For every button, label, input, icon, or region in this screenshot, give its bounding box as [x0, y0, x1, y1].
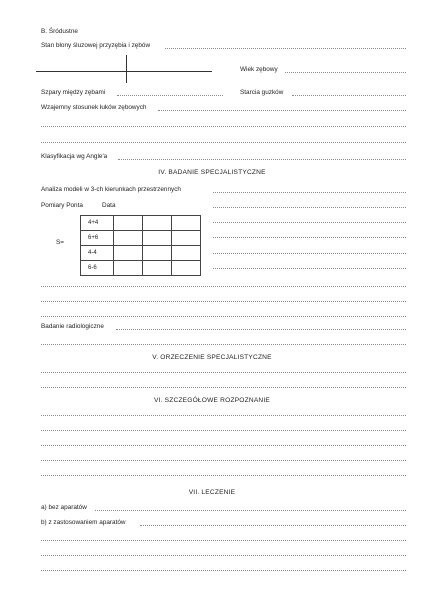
- ponta-row-label: 6-6: [81, 261, 114, 276]
- field-szpary-line[interactable]: [117, 95, 223, 96]
- ponta-row-label: 4+4: [81, 216, 114, 231]
- field-rozpoznanie-line-4[interactable]: [41, 460, 406, 461]
- field-wiek-zebowy-line[interactable]: [285, 72, 406, 73]
- ponta-row: [81, 216, 201, 231]
- field-analiza-line[interactable]: [213, 192, 406, 193]
- field-radiologiczne-line-2[interactable]: [41, 344, 406, 345]
- field-leczenie-line-2[interactable]: [41, 555, 406, 556]
- ponta-cell[interactable]: [172, 231, 201, 246]
- field-orzeczenie-line-2[interactable]: [41, 387, 406, 388]
- label-wiek-zebowy: Wiek zębowy: [240, 66, 278, 73]
- field-radiologiczne-line[interactable]: [116, 329, 406, 330]
- label-stan-blony: Stan błony śluzowej przyzębia i zębów: [41, 42, 151, 49]
- field-bez-aparatow-line[interactable]: [95, 510, 406, 511]
- ponta-row: [81, 261, 201, 276]
- ponta-row: [81, 246, 201, 261]
- ponta-cell[interactable]: [172, 246, 201, 261]
- ponta-cell[interactable]: [143, 261, 172, 276]
- ponta-cell[interactable]: [143, 246, 172, 261]
- section-5-title: V. ORZECZENIE SPECJALISTYCZNE: [152, 354, 272, 361]
- ponta-table: [80, 215, 201, 276]
- field-analiza-line-6[interactable]: [213, 268, 406, 269]
- field-leczenie-line-3[interactable]: [41, 570, 406, 571]
- ponta-cell[interactable]: [114, 216, 143, 231]
- label-pomiary-ponta: Pomiary Ponta: [41, 202, 83, 209]
- dental-cross-horizontal: [36, 71, 212, 72]
- ponta-cell[interactable]: [172, 261, 201, 276]
- field-rozpoznanie-line-2[interactable]: [41, 430, 406, 431]
- field-wzajemny-line-3[interactable]: [41, 142, 406, 143]
- ponta-row-label: 4-4: [81, 246, 114, 261]
- field-rozpoznanie-line-1[interactable]: [41, 415, 406, 416]
- field-orzeczenie-line-1[interactable]: [41, 372, 406, 373]
- field-starcia-line[interactable]: [292, 95, 406, 96]
- field-analiza-line-5[interactable]: [213, 253, 406, 254]
- label-szpary: Szpary między zębami: [41, 89, 106, 96]
- ponta-cell[interactable]: [172, 216, 201, 231]
- label-wzajemny: Wzajemny stosunek łuków zębowych: [41, 104, 147, 111]
- section-4-title: IV. BADANIE SPECJALISTYCZNE: [158, 169, 266, 176]
- field-analiza-line-2[interactable]: [213, 207, 406, 208]
- field-wzajemny-line[interactable]: [158, 110, 406, 111]
- section-6-title: VI. SZCZEGÓŁOWE ROZPOZNANIE: [153, 397, 271, 404]
- field-notes-line-3[interactable]: [41, 316, 406, 317]
- ponta-cell[interactable]: [114, 231, 143, 246]
- ponta-row: [81, 231, 201, 246]
- field-klasyfikacja-line[interactable]: [118, 159, 406, 160]
- label-z-zastosowaniem: b) z zastosowaniem aparatów: [41, 519, 126, 526]
- field-rozpoznanie-line-5[interactable]: [41, 475, 406, 476]
- section-7-title: VII. LECZENIE: [188, 489, 236, 496]
- field-notes-line-1[interactable]: [41, 286, 406, 287]
- ponta-cell[interactable]: [143, 216, 172, 231]
- label-radiologiczne: Badanie radiologiczne: [41, 323, 104, 330]
- field-rozpoznanie-line-3[interactable]: [41, 445, 406, 446]
- label-bez-aparatow: a) bez aparatów: [41, 504, 87, 511]
- label-starcia: Starcia guzków: [240, 89, 284, 96]
- field-stan-blony-line[interactable]: [165, 48, 406, 49]
- field-leczenie-line-1[interactable]: [41, 540, 406, 541]
- heading-b: B. Śródustne: [41, 28, 78, 35]
- field-analiza-line-4[interactable]: [213, 237, 406, 238]
- ponta-cell[interactable]: [114, 261, 143, 276]
- label-klasyfikacja: Klasyfikacja wg Angle'a: [41, 153, 108, 160]
- ponta-cell[interactable]: [114, 246, 143, 261]
- ponta-row-label: 6+6: [81, 231, 114, 246]
- field-notes-line-2[interactable]: [41, 301, 406, 302]
- field-analiza-line-3[interactable]: [213, 222, 406, 223]
- label-analiza: Analiza modeli w 3-ch kierunkach przestrzennych: [41, 186, 181, 193]
- ponta-cell[interactable]: [143, 231, 172, 246]
- field-wzajemny-line-2[interactable]: [41, 126, 406, 127]
- label-data: Data: [102, 202, 116, 209]
- field-z-zastosowaniem-line[interactable]: [140, 525, 406, 526]
- label-s: S=: [56, 239, 64, 246]
- dental-cross-vertical: [126, 55, 127, 83]
